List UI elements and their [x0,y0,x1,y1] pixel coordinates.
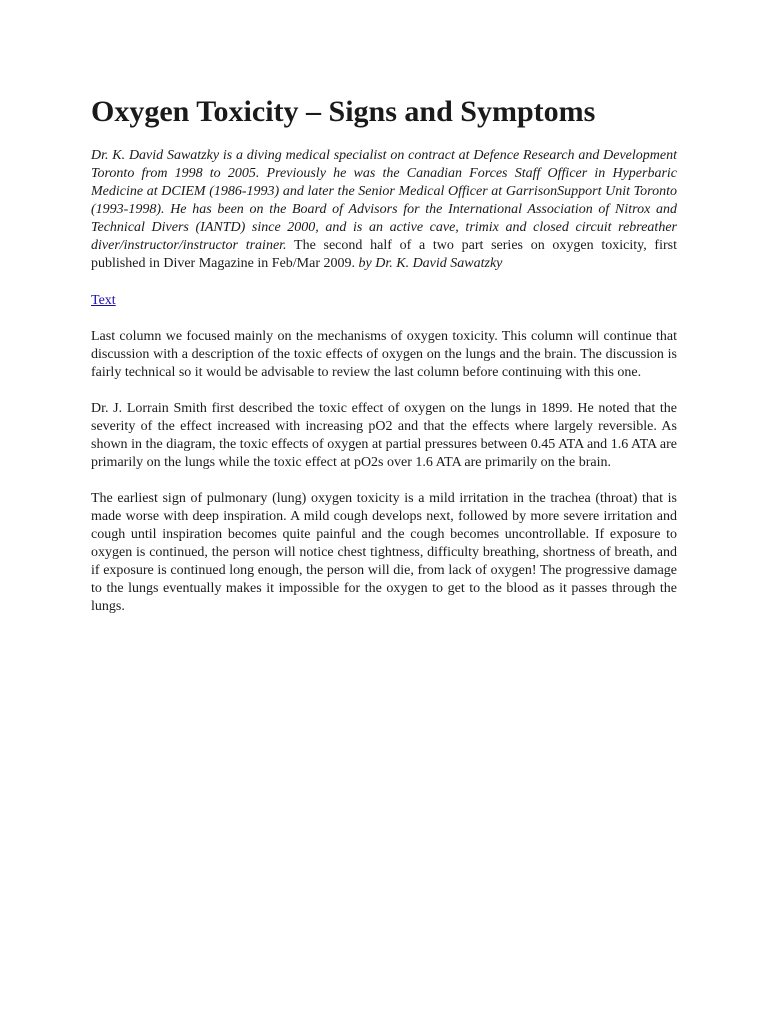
series-note: The second half of a two part series on oxygen toxicity, first published in Diver Magazine in Feb/Mar 2009. [91,238,677,271]
paragraph-1: Last column we focused mainly on the mechanisms of oxygen toxicity. This column will continue that discussion with a description of the toxic effects of oxygen on the lungs and the brain. The discussion is fairly technical so it would be advisable to review the last column before continuing with this one. [91,329,677,380]
page-title: Oxygen Toxicity – Signs and Symptoms [91,95,596,128]
byline: by Dr. K. David Sawatzky [355,256,503,271]
paragraph-2: Dr. J. Lorrain Smith first described the toxic effect of oxygen on the lungs in 1899. He noted that the severity of the effect increased with increasing pO2 and that the effects where largely reversible. As shown in the diagram, the toxic effects of oxygen at partial pressures between 0.45 ATA and 1.6 ATA are primarily on the lungs while the toxic effect at pO2s over 1.6 ATA are primarily on the brain. [91,401,677,470]
author-bio: Dr. K. David Sawatzky is a diving medical specialist on contract at Defence Research and Development Toronto from 1998 to 2005. Previously he was the Canadian Forces Staff Officer in Hyperbaric Medicine at DCIEM (1986-1993) and later the Senior Medical Officer at GarrisonSupport Unit Toronto (1993-1998). He has been on the Board of Advisors for the International Association of Nitrox and Technical Divers (IANTD) since 2000, and is an active cave, trimix and closed circuit rebreather diver/instructor/instructor trainer. [91,148,677,253]
text-link[interactable]: Text [91,293,116,308]
author-intro [91,147,677,273]
article [91,92,677,634]
paragraph-3: The earliest sign of pulmonary (lung) oxygen toxicity is a mild irritation in the trachea (throat) that is made worse with deep inspiration. A mild cough develops next, followed by more severe irritation and cough until inspiration becomes quite painful and the cough becomes uncontrollable. If exposure to oxygen is continued, the person will notice chest tightness, difficulty breathing, shortness of breath, and if exposure is continued long enough, the person will die, from lack of oxygen! The progressive damage to the lungs eventually makes it impossible for the oxygen to get to the blood as it passes through the lungs. [91,491,677,614]
